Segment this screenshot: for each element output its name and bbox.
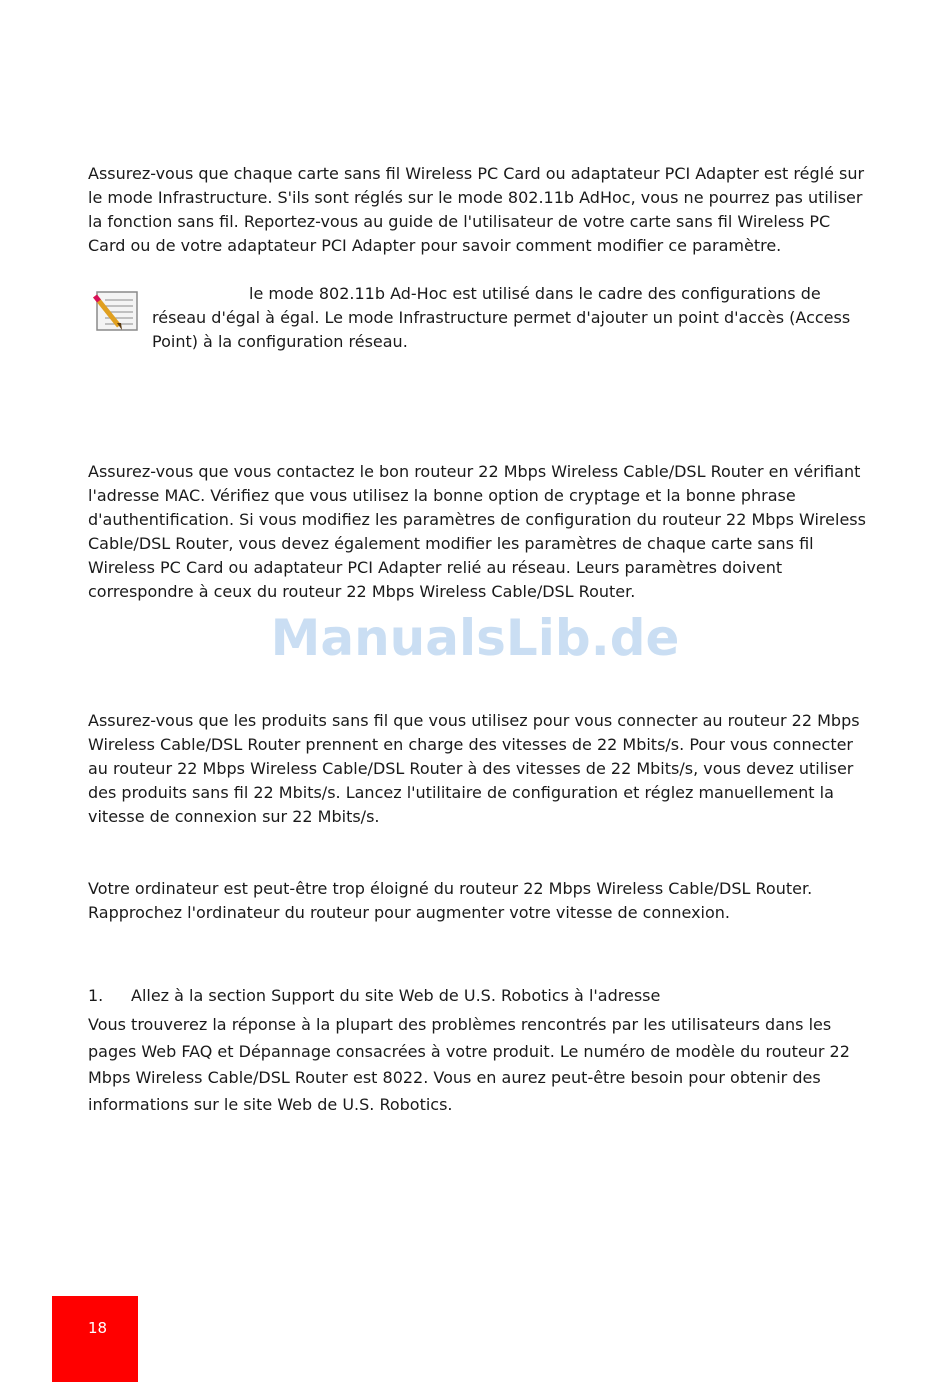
step-number: 1. <box>88 986 104 1005</box>
paragraph-infrastructure-mode: Assurez-vous que chaque carte sans fil Wireless PC Card ou adaptateur PCI Adapter est réglé sur le mode Infrastructure. S'ils sont réglés sur le mode 802.11b AdHoc, vous ne pourrez pas utiliser la fonction sans fil. Reportez-vous au guide de l'utilisateur de votre carte sans fil Wireless PC Card ou de votre adaptateur PCI Adapter pour savoir comment modifier ce paramètre. <box>88 164 865 255</box>
watermark: ManualsLib.de <box>270 609 680 667</box>
page-number-box <box>52 1296 138 1382</box>
step-text: Allez à la section Support du site Web de U.S. Robotics à l'adresse <box>131 986 661 1005</box>
page-number: 18 <box>88 1319 108 1337</box>
paragraph-connection-speed: Assurez-vous que les produits sans fil que vous utilisez pour vous connecter au routeur 22 Mbps Wireless Cable/DSL Router prennent en charge des vitesses de 22 Mbits/s. Pour vous connecter au routeur 22 Mbps Wireless Cable/DSL Router à des vitesses de 22 Mbits/s, vous devez utiliser des produits sans fil 22 Mbits/s. Lancez l'utilitaire de configuration et réglez manuellement la vitesse de connexion sur 22 Mbits/s. <box>88 711 860 826</box>
paragraph-distance: Votre ordinateur est peut-être trop éloigné du routeur 22 Mbps Wireless Cable/DSL Router. Rapprochez l'ordinateur du routeur pour augmenter votre vitesse de connexion. <box>88 879 813 922</box>
paragraph-mac-address: Assurez-vous que vous contactez le bon routeur 22 Mbps Wireless Cable/DSL Router en vérifiant l'adresse MAC. Vérifiez que vous utilisez la bonne option de cryptage et la bonne phrase d'authentification. Si vous modifiez les paramètres de configuration du routeur 22 Mbps Wireless Cable/DSL Router, vous devez également modifier les paramètres de chaque carte sans fil Wireless PC Card ou adaptateur PCI Adapter relié au réseau. Leurs paramètres doivent correspondre à ceux du routeur 22 Mbps Wireless Cable/DSL Router. <box>88 462 866 601</box>
notepad-pencil-icon <box>91 290 141 334</box>
note-adhoc-mode: le mode 802.11b Ad-Hoc est utilisé dans le cadre des configurations de réseau d'égal à égal. Le mode Infrastructure permet d'ajouter un point d'accès (Access Point) à la configuration réseau. <box>152 284 851 351</box>
step-item <box>88 984 866 1008</box>
paragraph-support-info: Vous trouverez la réponse à la plupart des problèmes rencontrés par les utilisateurs dans les pages Web FAQ et Dépannage consacrées à votre produit. Le numéro de modèle du routeur 22 Mbps Wireless Cable/DSL Router est 8022. Vous en aurez peut-être besoin pour obtenir des informations sur le site Web de U.S. Robotics. <box>88 1015 850 1114</box>
